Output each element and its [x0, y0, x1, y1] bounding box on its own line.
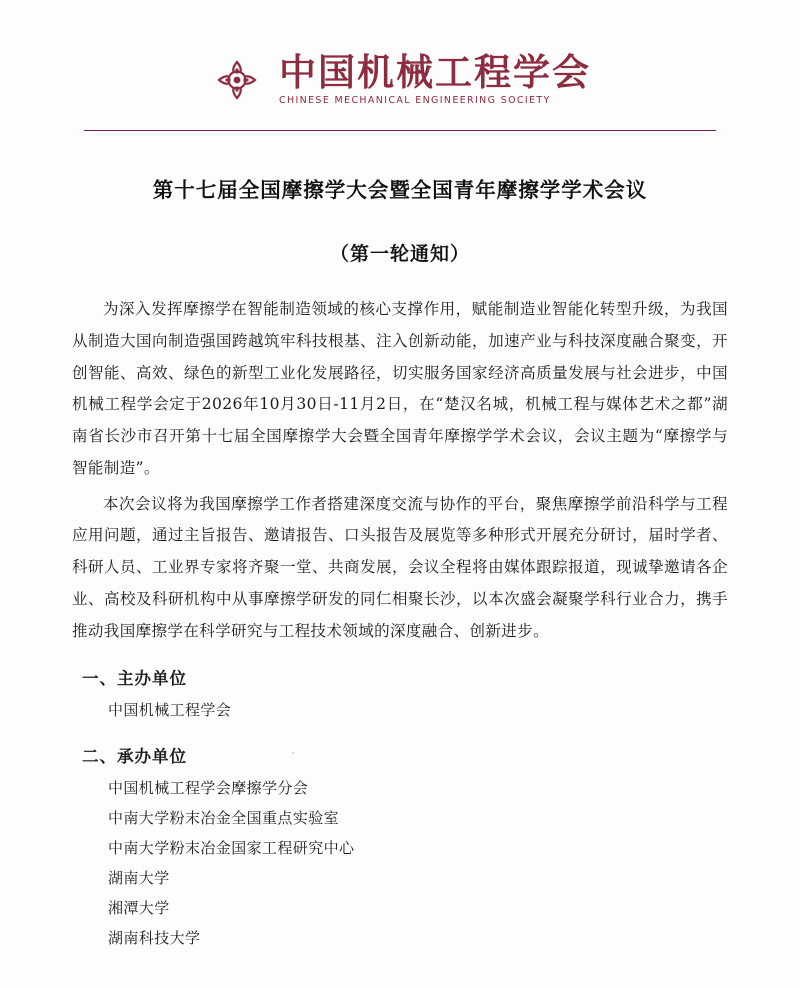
list-item: 中南大学粉末冶金全国重点实验室: [108, 809, 340, 828]
list-item: 湖南大学: [108, 869, 170, 888]
letterhead: [0, 0, 800, 108]
list-item: 中南大学粉末冶金国家工程研究中心: [108, 839, 355, 858]
section-list: [72, 773, 728, 953]
page-subtitle: （第一轮通知）: [329, 243, 470, 265]
list-item: 湘潭大学: [108, 899, 170, 918]
section-co-organizers: [72, 743, 728, 953]
list-item: 中国机械工程学会摩擦学分会: [108, 779, 309, 798]
letterhead-text: [279, 50, 591, 107]
letterhead-divider: [84, 130, 716, 131]
section-heading: 一、主办单位: [82, 669, 187, 689]
section-heading: 二、承办单位: [82, 747, 187, 767]
list-item: 中国机械工程学会: [108, 701, 232, 720]
organization-name-cn: 中国机械工程学会: [279, 50, 591, 94]
section-organizer: [72, 665, 728, 725]
page-title: 第十七届全国摩擦学大会暨全国青年摩擦学学术会议: [152, 178, 648, 202]
scan-speck: [292, 752, 294, 754]
section-list: [72, 695, 728, 725]
paragraph: 本次会议将为我国摩擦学工作者搭建深度交流与协作的平台，聚焦摩擦学前沿科学与工程应用问题，通过主旨报告、邀请报告、口头报告及展览等多种形式开展充分研讨，届时学者、科研人员、工业界专家将齐聚一堂、共商发展，会议全程将由媒体跟踪报道，现诚挚邀请各企业、高校及科研机构中从事摩擦学研发的同仁相聚长沙，以本次盛会凝聚学科行业合力，携手推动我国摩擦学在科学研究与工程技术领域的深度融合、创新进步。: [72, 494, 728, 640]
document-body: [72, 294, 728, 953]
list-item: 湖南科技大学: [108, 929, 201, 948]
paragraph: 为深入发挥摩擦学在智能制造领域的核心支撑作用，赋能制造业智能化转型升级，为我国从制造大国向制造强国跨越筑牢科技根基、注入创新动能，加速产业与科技深度融合聚变，开创智能、高效、绿色的新型工业化发展路径，切实服务国家经济高质量发展与社会进步，中国机械工程学会定于2026年10月30日-11月2日，在“楚汉名城，机械工程与媒体艺术之都”湖南省长沙市召开第十七届全国摩擦学大会暨全国青年摩擦学学术会议，会议主题为“摩擦学与智能制造”。: [72, 300, 728, 477]
organization-name-en: CHINESE MECHANICAL ENGINEERING SOCIETY: [279, 95, 551, 107]
society-emblem-icon: [209, 52, 265, 108]
